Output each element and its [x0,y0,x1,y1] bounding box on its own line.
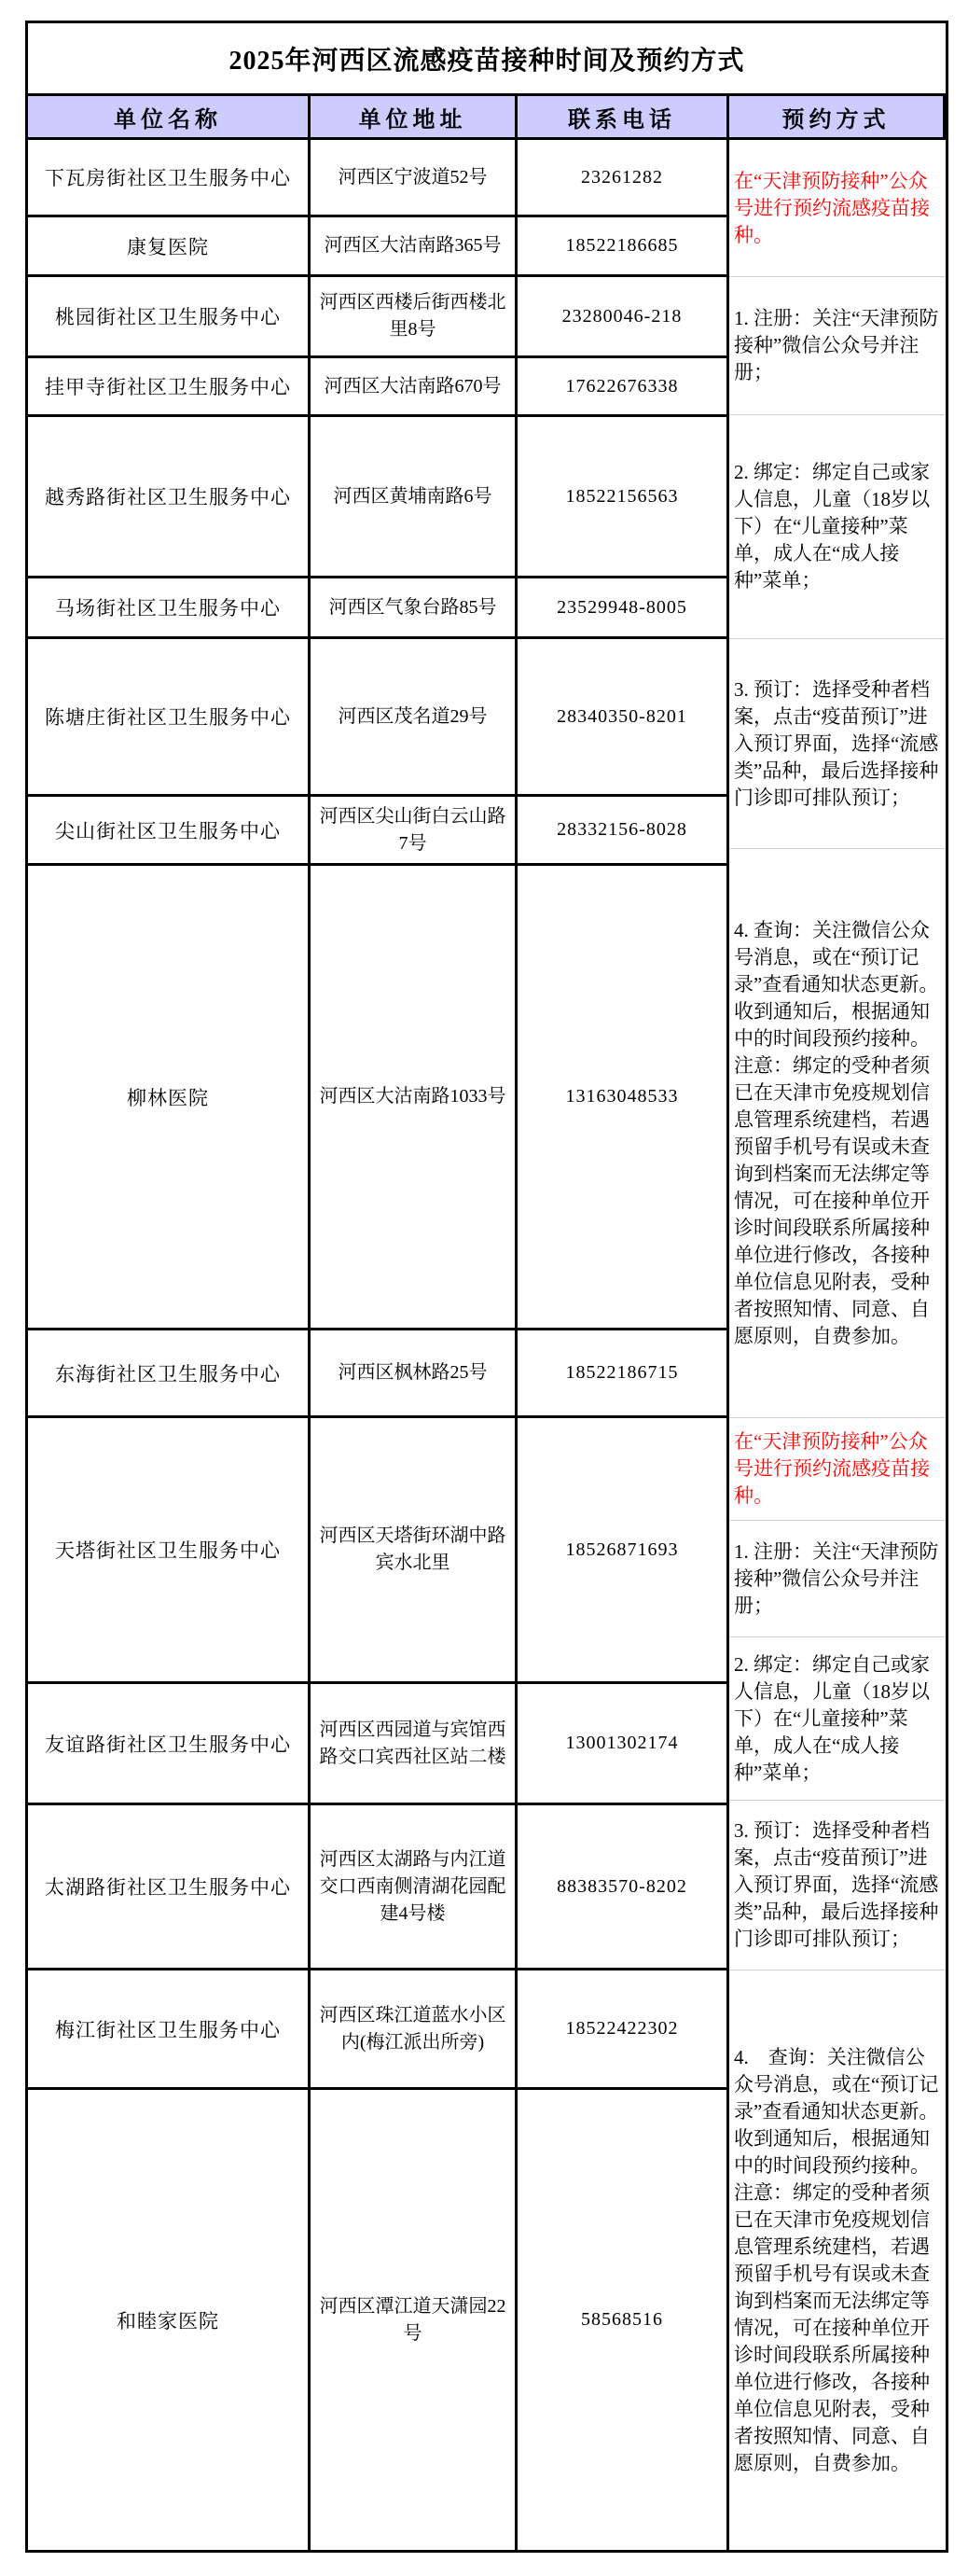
unit-address-cell: 河西区黄埔南路6号 [311,417,518,578]
unit-address-cell: 河西区大沽南路365号 [311,217,518,277]
unit-name-cell: 挂甲寺街社区卫生服务中心 [28,358,311,417]
booking-notice-red: 在“天津预防接种”公众号进行预约流感疫苗接种。 [729,1418,946,1521]
unit-name-cell: 康复医院 [28,217,311,277]
phone-cell: 23261282 [518,140,729,217]
unit-address-cell: 河西区尖山街白云山路7号 [311,797,518,866]
unit-address-cell: 河西区茂名道29号 [311,639,518,797]
unit-address-cell: 河西区大沽南路670号 [311,358,518,417]
unit-name-cell: 下瓦房街社区卫生服务中心 [28,140,311,217]
phone-cell: 18526871693 [518,1418,729,1684]
vaccine-schedule-table [25,21,948,2553]
phone-cell: 58568516 [518,2090,729,2550]
booking-step-bind: 2. 绑定：绑定自己或家人信息，儿童（18岁以下）在“儿童接种”菜单，成人在“成人接种”菜单； [729,415,946,639]
unit-address-cell: 河西区太湖路与内江道交口西南侧清湖花园配建4号楼 [311,1805,518,1970]
unit-name-cell: 梅江街社区卫生服务中心 [28,1970,311,2090]
phone-cell: 18522186685 [518,217,729,277]
unit-name-cell: 尖山街社区卫生服务中心 [28,797,311,866]
unit-address-cell: 河西区西园道与宾馆西路交口宾西社区站二楼 [311,1684,518,1805]
unit-address-cell: 河西区潭江道天潇园22号 [311,2090,518,2550]
booking-step-reserve: 3. 预订：选择受种者档案，点击“疫苗预订”进入预订界面，选择“流感类”品种，最后选择接种门诊即可排队预订； [729,639,946,849]
phone-cell: 28340350-8201 [518,639,729,797]
phone-cell: 23280046-218 [518,277,729,358]
unit-name-cell: 太湖路街社区卫生服务中心 [28,1805,311,1970]
unit-address-cell: 河西区大沽南路1033号 [311,866,518,1330]
unit-address-cell: 河西区西楼后街西楼北里8号 [311,277,518,358]
booking-step-query: 4. 查询：关注微信公众号消息，或在“预订记录”查看通知状态更新。收到通知后，根据通知中的时间段预约接种。注意：绑定的受种者须已在天津市免疫规划信息管理系统建档，若遇预留手机号有误或未查询到档案而无法绑定等情况，可在接种单位开诊时间段联系所属接种单位进行修改，各接种单位信息见附表，受种者按照知情、同意、自愿原则，自费参加。 [734,918,939,1347]
booking-step-query: 4. 查询：关注微信公众号消息，或在“预订记录”查看通知状态更新。收到通知后，根据通知中的时间段预约接种。注意：绑定的受种者须已在天津市免疫规划信息管理系统建档，若遇预留手机号有误或未查询到档案而无法绑定等情况，可在接种单位开诊时间段联系所属接种单位进行修改，各接种单位信息见附表，受种者按照知情、同意、自愿原则，自费参加。 [734,2045,939,2474]
unit-name-cell: 友谊路街社区卫生服务中心 [28,1684,311,1805]
page-title: 2025年河西区流感疫苗接种时间及预约方式 [28,23,946,96]
phone-cell: 18522156563 [518,417,729,578]
column-header-unit-address: 单位地址 [311,96,518,140]
unit-address-cell: 河西区天塔街环湖中路宾水北里 [311,1418,518,1684]
phone-cell: 17622676338 [518,358,729,417]
phone-cell: 18522422302 [518,1970,729,2090]
booking-notice-red: 在“天津预防接种”公众号进行预约流感疫苗接种。 [729,140,946,277]
unit-name-cell: 越秀路街社区卫生服务中心 [28,417,311,578]
booking-method-section-2 [729,1418,946,2550]
phone-cell: 13001302174 [518,1684,729,1805]
unit-address-cell: 河西区宁波道52号 [311,140,518,217]
unit-address-cell: 河西区气象台路85号 [311,578,518,639]
booking-step-register: 1. 注册：关注“天津预防接种”微信公众号并注册； [729,277,946,415]
unit-name-cell: 陈塘庄街社区卫生服务中心 [28,639,311,797]
column-header-unit-name: 单位名称 [28,96,311,140]
booking-step-register: 1. 注册：关注“天津预防接种”微信公众号并注册； [729,1521,946,1637]
column-header-booking-method: 预约方式 [729,96,946,140]
phone-cell: 23529948-8005 [518,578,729,639]
unit-name-cell: 柳林医院 [28,866,311,1330]
phone-cell: 18522186715 [518,1330,729,1418]
unit-name-cell: 和睦家医院 [28,2090,311,2550]
booking-step-bind: 2. 绑定：绑定自己或家人信息，儿童（18岁以下）在“儿童接种”菜单，成人在“成人接种”菜单； [729,1637,946,1801]
booking-method-section-1 [729,140,946,1418]
booking-step-reserve: 3. 预订：选择受种者档案，点击“疫苗预订”进入预订界面，选择“流感类”品种，最后选择接种门诊即可排队预订； [729,1801,946,1970]
phone-cell: 28332156-8028 [518,797,729,866]
unit-address-cell: 河西区珠江道蓝水小区内(梅江派出所旁) [311,1970,518,2090]
unit-name-cell: 马场街社区卫生服务中心 [28,578,311,639]
unit-address-cell: 河西区枫林路25号 [311,1330,518,1418]
phone-cell: 88383570-8202 [518,1805,729,1970]
unit-name-cell: 桃园街社区卫生服务中心 [28,277,311,358]
phone-cell: 13163048533 [518,866,729,1330]
column-header-phone: 联系电话 [518,96,729,140]
unit-name-cell: 东海街社区卫生服务中心 [28,1330,311,1418]
unit-name-cell: 天塔街社区卫生服务中心 [28,1418,311,1684]
